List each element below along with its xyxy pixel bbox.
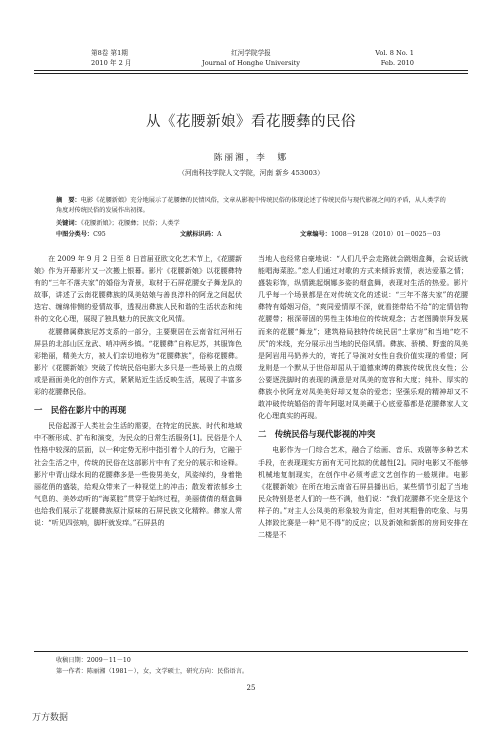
left-column — [34, 253, 242, 529]
header-rule-thick — [34, 70, 468, 71]
header-journal-cn: 红河学院学报 — [231, 49, 271, 57]
article-id-line — [300, 230, 441, 240]
header-journal-en: Journal of Honghe University — [202, 59, 300, 67]
right-paragraph-2: 电影作为一门综合艺术，融合了绘画、音乐、戏剧等多种艺术手段，在表现现实方面有无可比拟的优越性[2]。同时电影又不能够机械地复制现实，在创作中必须考虑文艺创作的一般规律。电影《花腰新娘》在所在地云南省石屏县播出后，某些情节引起了当地民众特别是老人们的一些不满，他们说：“我们花腰彝不完全是这个样子的。”对主人公凤美的形象较为肯定，但对其粗鲁的吃象、与男人摔跤比赛是一种“见不得”的反应；以及新娘和新郎的房间安排在二楼是不 — [258, 445, 468, 540]
article-title: 从《花腰新娘》看花腰彝的民俗 — [146, 114, 356, 130]
left-paragraph-2: 花腰彝属彝族尼苏支系的一部分，主要聚居在云南省红河州石屏县的北部山区龙武、哨冲两乡镇。“花腰彝”自称尼苏，其服饰色彩艳丽，精美大方，被人们亲切地称为“花腰彝族”，俗称花腰彝。影片《花腰新娘》突破了传统民俗电影大多只是一些场景上的点缀或是画面美化的创作方式，紧紧贴近生活反映生活，展现了丰富多彩的花腰彝民俗。 — [34, 326, 242, 397]
right-column — [258, 253, 468, 541]
right-paragraph-1: 当地人也经常自豪地说：“人们几乎会走路就会跳烟盒舞，会说话就能唱海菜腔。”恋人们通过对歌的方式来倾诉衷情，表达爱慕之情；盛装彩饰，纵情跳起炯娜多姿的烟盒舞，表现对生活的热爱。影片几乎每一个场景都是在对传统文化的述说：“三年不落夫家”的花腰彝特有婚姻习俗，“爽同爱情厚不深，就看搓带给不给”的定情信物花腰带；根深蒂固的男性主体地位的传统观念；古老图腾崇拜发展而来的花腰“舞龙”；建筑格局独特传统民居“土掌房”和当地“吃不厌”的米线，充分展示出当地的民俗风情。彝族、骄横、野蛮的凤美是阿岩用马奶养大的，寄托了导演对女性自我价值实现的希望；阿龙则是一个默从于世俗却屈从于道德束缚的彝族传统优良女性；公公要逐洗脚时的表现的满意是对凤美的宽容和大度；纯朴、厚实的彝族小伙阿龙对凤美美好却又复杂的爱恋；坚强乐观的精神却又不敢冲破传统婚俗的青年阿聪对凤美藏于心底爱慕都是花腰彝家人文化心理真实的再现。 — [258, 254, 468, 421]
clc-text: C95 — [93, 231, 106, 238]
clc-line — [56, 230, 106, 240]
header-volume-cn: 第8卷 第1期 — [91, 49, 128, 57]
doc-code-label: 文献标识码： — [180, 231, 218, 238]
article-id-text: 1008－9128（2010）01－0025－03 — [330, 231, 441, 238]
header-date-cn: 2010 年 2 月 — [91, 59, 132, 67]
abstract-block — [56, 196, 448, 216]
footnote-received: 收稿日期：2009－11－10 — [56, 657, 131, 664]
left-paragraph-3: 民俗起源于人类社会生活的需要，在特定的民族、时代和地域中不断形成、扩布和演变，为民众的日常生活服务[1]。民俗是个人性格中较深的层面，以一种定势无形中指引着个人的行为，它融于社会生活之中，传统的民俗在这部影片中有了充分的展示和诠释。影片中青山绿水间的花腰彝多是一些俊男美女，风姿绰约，身着艳丽花俏的盛装，给观众带来了一种视觉上的冲击；散发着浓郁乡土气息的、美妙动听的“海菜腔”贯穿于始终过程，美丽倩倩的烟盒舞也给我们展示了花腰彝族原汁原味的石屏民族文化精粹。彝家人常说：“听见四弦响，脚杆就发痒。”石屏县的 — [34, 421, 242, 527]
abstract-label: 摘 要： — [56, 197, 81, 204]
clc-label: 中图分类号： — [56, 231, 94, 238]
left-paragraph-1: 在 2009 年 9 月 2 日至 8 日首届亚欧文化艺术节上，《花腰新娘》作为开幕影片又一次搬上银幕。影片《花腰新娘》以花腰彝特有的“三年不落夫家”的婚俗为背景，取材于石屏花腰女子舞龙队的故事，讲述了云南花腰彝族的凤美姑娘与善良淳朴的阿龙之间起伏迭宕、缠绵悱恻的爱情故事，透视出彝族人民和谐的生活状态和纯朴的文化心理，展现了独具魅力的民族文化风情。 — [34, 254, 242, 324]
abstract-text: 电影《花腰新娘》充分地展示了花腰彝的民情风俗，文章从影视中传统民俗的体现论述了传统民俗与现代影视之间的矛盾，从人类学的角度对传统民俗的发展作出初探。 — [56, 197, 446, 214]
page-number: 25 — [246, 684, 256, 692]
article-affiliation: （河南科技学院人文学院，河南 新乡 453003） — [178, 169, 324, 177]
keywords-line — [56, 219, 180, 229]
section-heading-2: 二 传统民俗与现代影视的冲突 — [258, 429, 376, 440]
keywords-text: 《花腰新娘》；花腰彝；民俗；人类学 — [80, 220, 180, 227]
section-heading-1: 一 民俗在影片中的再现 — [34, 405, 127, 416]
header-volume-en: Vol. 8 No. 1 — [375, 49, 414, 57]
footnote-author: 第一作者：陈丽湘（1981－），女，文学硕士，研究方向：民俗语言。 — [56, 668, 249, 675]
doc-code-text: A — [217, 231, 222, 238]
wanfang-watermark: 万方数据 — [32, 713, 69, 723]
header-rule-thin — [34, 73, 468, 74]
article-authors: 陈丽湘，李 娜 — [213, 153, 289, 163]
article-id-label: 文章编号： — [300, 231, 331, 238]
keywords-label: 关键词： — [56, 220, 81, 227]
footnote-rule — [34, 651, 468, 652]
doc-code-line — [180, 230, 222, 240]
header-date-en: Feb. 2010 — [380, 59, 414, 67]
